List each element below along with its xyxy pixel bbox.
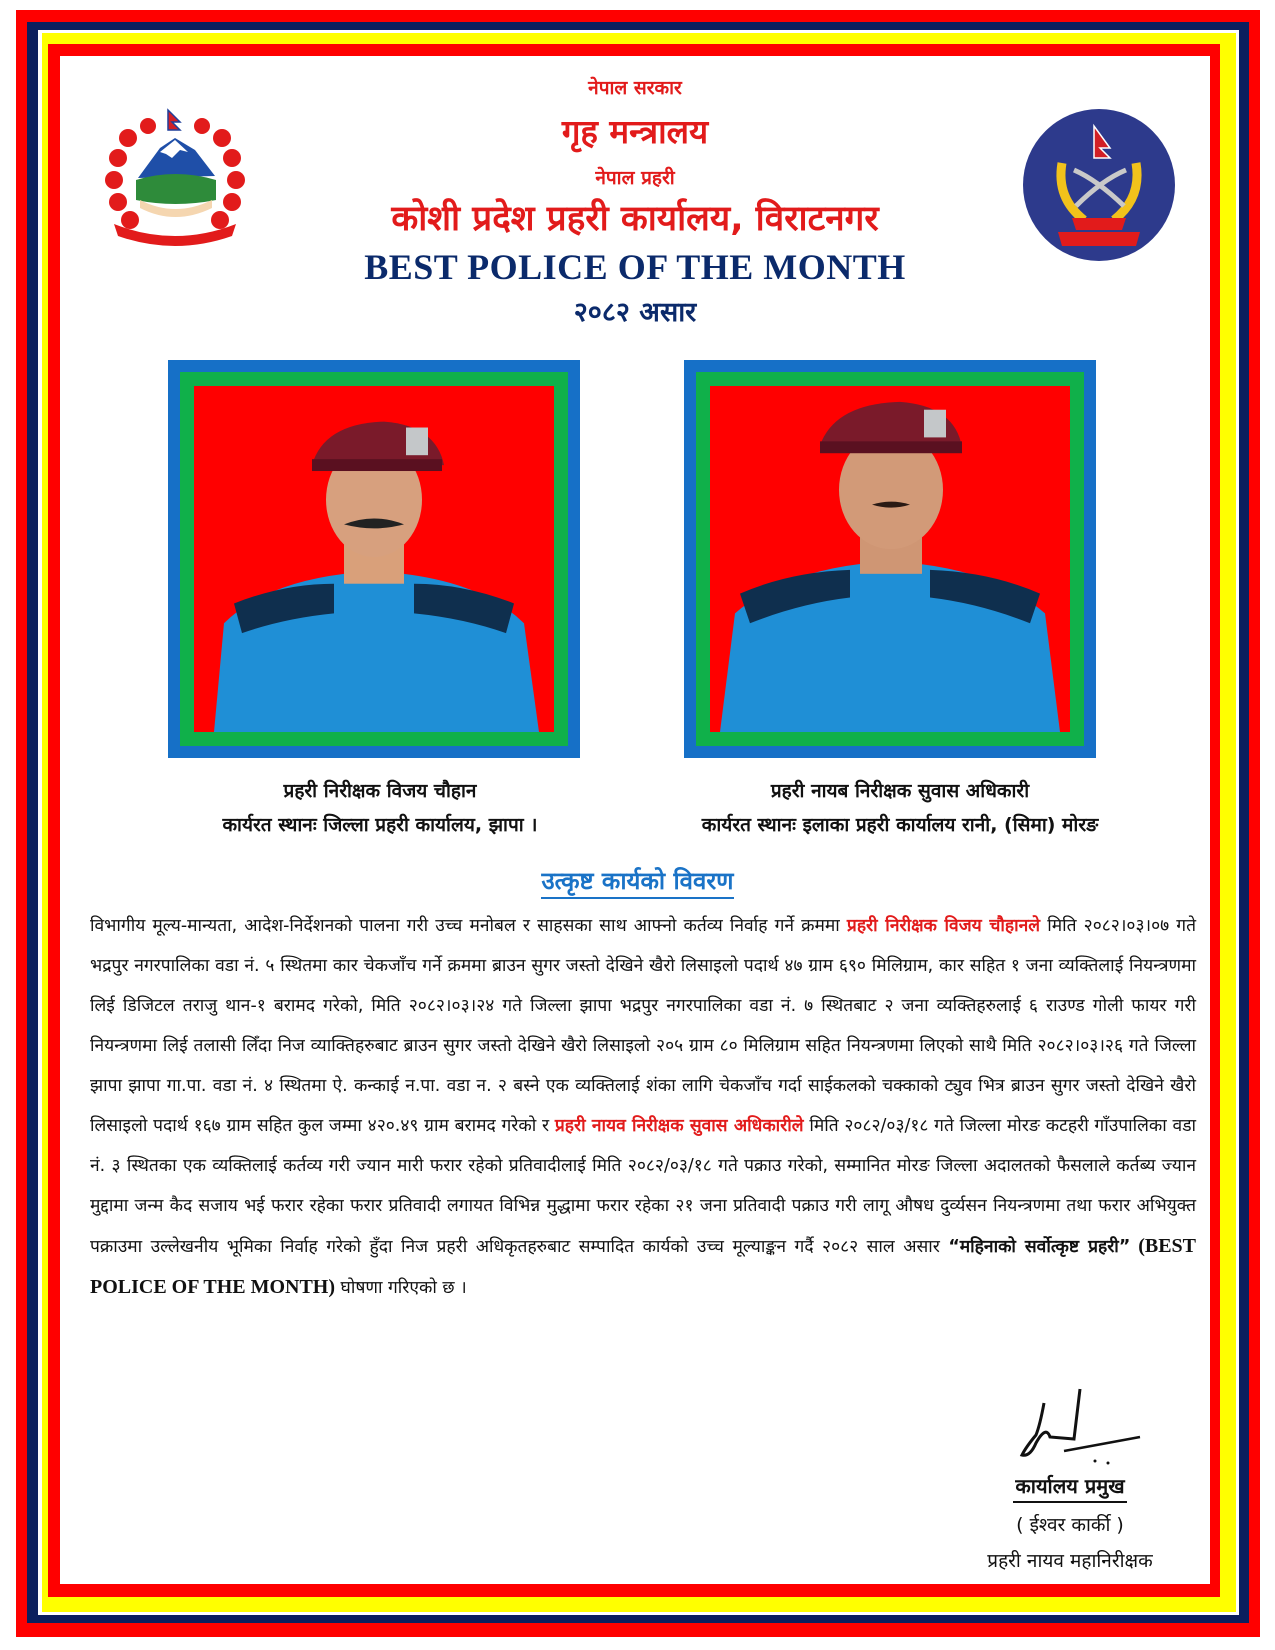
signatory-rank: प्रहरी नायव महानिरीक्षक: [987, 1550, 1153, 1572]
awardee-1-highlight: प्रहरी निरीक्षक विजय चौहानले: [846, 916, 1041, 936]
award-english-name: (BEST POLICE OF THE MONTH): [90, 1235, 1196, 1298]
awardee-caption-2: [620, 774, 1180, 842]
police-label: नेपाल प्रहरी: [595, 167, 675, 189]
description-heading-text: उत्कृष्ट कार्यको विवरण: [541, 867, 733, 899]
awardee-photo-frame-2: [684, 360, 1096, 758]
government-label: नेपाल सरकार: [588, 77, 682, 99]
signatory-block: [960, 1386, 1180, 1573]
awardee-photo-1: [194, 386, 554, 732]
description-body: [90, 906, 1196, 1308]
body-text-segment: विभागीय मूल्य-मान्यता, आदेश-निर्देशनको पालना गरी उच्च मनोबल र साहसका साथ आफ्नो कर्तव्य निर्वाह गर्ने क्रममा: [90, 916, 847, 936]
awardee-name: प्रहरी नायब निरीक्षक सुवास अधिकारी: [770, 780, 1030, 802]
awardee-photo-frame-1: [168, 360, 580, 758]
signatory-name: ( ईश्वर कार्की ): [1016, 1514, 1124, 1536]
award-month: २०८२ असार: [573, 297, 697, 328]
signatory-title: कार्यालय प्रमुख: [1013, 1472, 1126, 1503]
award-title: BEST POLICE OF THE MONTH: [364, 247, 906, 287]
office-title: कोशी प्रदेश प्रहरी कार्यालय, विराटनगर: [391, 199, 879, 239]
awardee-2-highlight: प्रहरी नायव निरीक्षक सुवास अधिकारीले: [554, 1116, 804, 1136]
awardee-name: प्रहरी निरीक्षक विजय चौहान: [283, 780, 477, 802]
ministry-title: गृह मन्त्रालय: [561, 112, 709, 151]
awardee-posting: कार्यरत स्थानः जिल्ला प्रहरी कार्यालय, झापा ।: [222, 814, 538, 836]
awardee-posting: कार्यरत स्थानः इलाका प्रहरी कार्यालय रानी, (सिमा) मोरङ: [701, 814, 1099, 836]
award-quote: “महिनाको सर्वोत्कृष्ट प्रहरी”: [948, 1237, 1131, 1257]
description-heading: [0, 864, 1275, 897]
body-text-segment: मिति २०८२।०३।०७ गते भद्रपुर नगरपालिका वडा नं. ५ स्थितमा कार चेकजाँच गर्ने क्रममा ब्राउन सुगर जस्तो देखिने खैरो लिसाइलो पदार्थ ४७ ग्राम ६९० मिलिग्राम, कार सहित १ जना व्यक्तिलाई नियन्त्रणमा लिई डिजिटल तराजु थान-१ बरामद गरेको, मिति २०८२।०३।२४ गते जिल्ला झापा भद्रपुर नगरपालिका वडा नं. ७ स्थितबाट २ जना व्यक्तिहरुलाई ६ राउण्ड गोली फायर गरी नियन्त्रणमा लिई तलासी लिँदा निज व्याक्तिहरुबाट ब्राउन सुगर जस्तो देखिने खैरो लिसाइलो २०५ ग्राम ८० मिलिग्राम सहित नियन्त्रणमा लिएको साथै मिति २०८२।०३।२६ गते जिल्ला झापा झापा गा.पा. वडा नं. ४ स्थितमा ऐ. कन्काई न.पा. वडा न. २ बस्ने एक व्यक्तिलाई शंका लागि चेकजाँच गर्दा साईकलको चक्काको ट्युव भित्र ब्राउन सुगर जस्तो देखिने खैरो लिसाइलो पदार्थ १६७ ग्राम सहित कुल जम्मा ४२०.४९ ग्राम बरामद गरेको र: [90, 916, 1196, 1136]
body-text-segment: मिति २०८२/०३/१८ गते जिल्ला मोरङ कटहरी गाँउपालिका वडा नं. ३ स्थितका एक व्यक्तिलाई कर्तव्य गरी ज्यान मारी फरार रहेको प्रतिवादीलाई मिति २०८२/०३/१८ गते पक्राउ गरेको, सम्मानित मोरङ जिल्ला अदालतको फैसलाले कर्तब्य ज्यान मुद्दामा जन्म कैद सजाय भई फरार रहेका फरार प्रतिवादी लगायत विभिन्न मुद्धामा फरार रहेका २१ जना प्रतिवादी पक्राउ गरी लागू औषध दुर्व्यसन नियन्त्रणमा तथा फरार अभियुक्त पक्राउमा उल्लेखनीय भूमिका निर्वाह गरेको हुँदा निज प्रहरी अधिकृतहरुबाट सम्पादित कार्यको उच्च मूल्याङ्कन गर्दै २०८२ साल असार: [90, 1116, 1197, 1257]
awardee-photo-2: [710, 386, 1070, 732]
body-text-segment: घोषणा गरिएको छ ।: [335, 1278, 467, 1298]
awardee-caption-1: [120, 774, 640, 842]
